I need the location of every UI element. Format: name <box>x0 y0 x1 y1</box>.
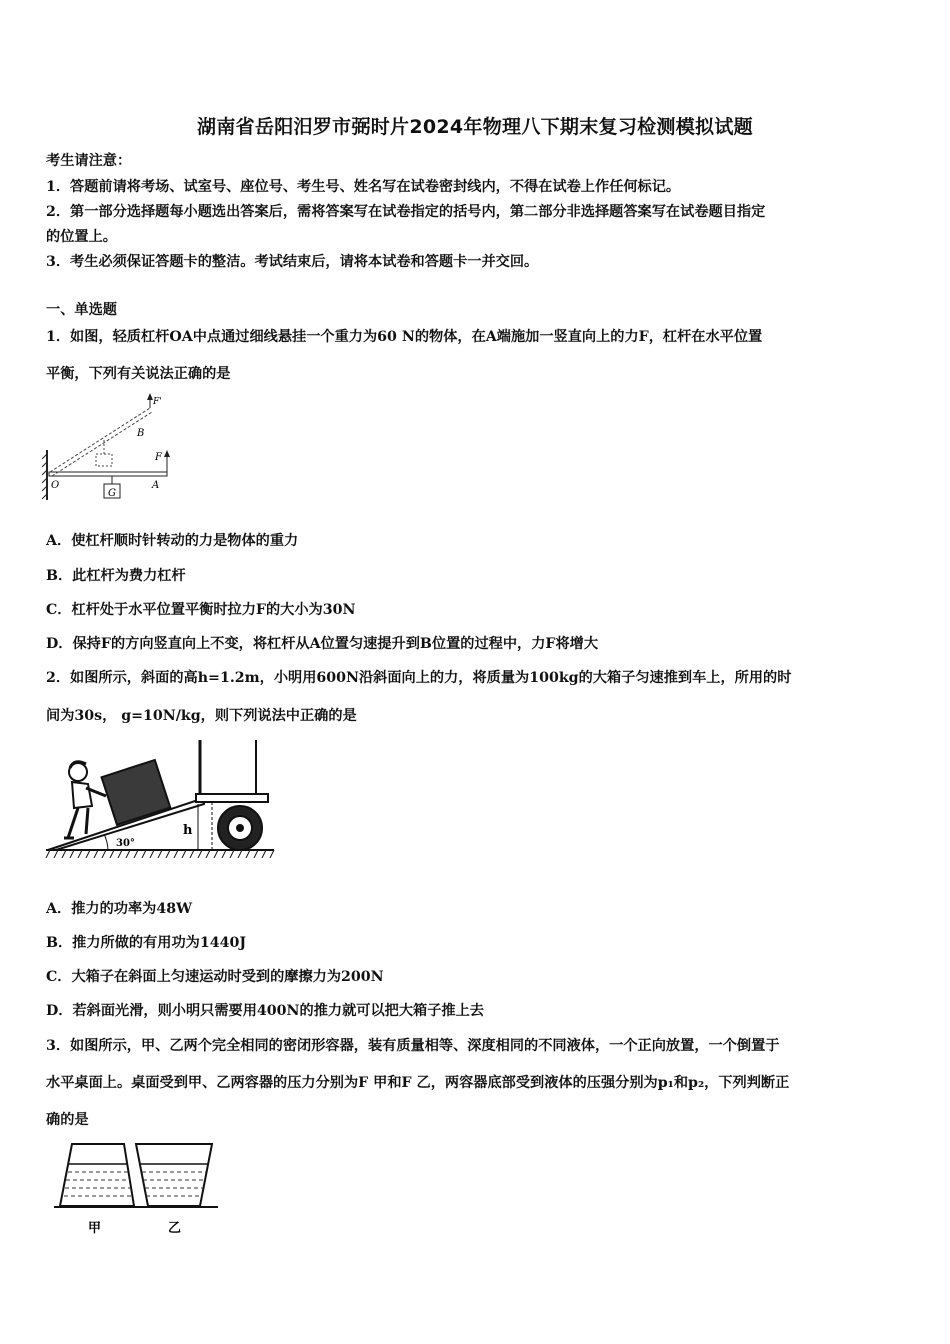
lever-figure <box>42 392 182 504</box>
question-2-stem: 2．如图所示，斜面的高h=1.2m，小明用600N沿斜面向上的力，将质量为100kg的大箱子匀速推到车上，所用的时 <box>46 670 792 686</box>
label-a: A <box>152 480 160 491</box>
label-g: G <box>108 488 116 499</box>
question-1-stem: 1．如图，轻质杠杆OA中点通过细线悬挂一个重力为60 N的物体，在A端施加一竖直向上的力F，杠杆在水平位置 <box>46 329 763 345</box>
label-o: O <box>51 480 60 491</box>
option: C．大箱子在斜面上匀速运动时受到的摩擦力为200N <box>46 969 384 985</box>
option: A．使杠杆顺时针转动的力是物体的重力 <box>46 533 299 549</box>
notice-item: 的位置上。 <box>46 229 117 245</box>
label-f: F <box>155 452 162 463</box>
notice-item: 2．第一部分选择题每小题选出答案后，需将答案写在试卷指定的括号内，第二部分非选择题答案写在试卷题目指定 <box>46 204 766 220</box>
option: B．推力所做的有用功为1440J <box>46 935 247 951</box>
notice-item: 3．考生必须保证答题卡的整洁。考试结束后，请将本试卷和答题卡一并交回。 <box>46 254 539 270</box>
label-angle: 30° <box>116 838 135 849</box>
question-3-stem: 确的是 <box>46 1112 89 1128</box>
page-title: 湖南省岳阳汨罗市弼时片2024年物理八下期末复习检测模拟试题 <box>197 116 753 138</box>
question-3-stem: 水平桌面上。桌面受到甲、乙两容器的压力分别为F 甲和F 乙，两容器底部受到液体的压强分别为p₁和p₂，下列判断正 <box>46 1075 790 1091</box>
notice-heading: 考生请注意： <box>46 153 132 169</box>
question-2-stem: 间为30s， g=10N/kg，则下列说法中正确的是 <box>46 708 357 724</box>
containers-figure <box>54 1140 220 1236</box>
label-yi: 乙 <box>168 1221 182 1236</box>
option: A．推力的功率为48W <box>46 901 192 917</box>
option: D．保持F的方向竖直向上不变，将杠杆从A位置匀速提升到B位置的过程中，力F将增大 <box>46 636 599 652</box>
notice-item: 1．答题前请将考场、试室号、座位号、考生号、姓名写在试卷密封线内，不得在试卷上作任何标记。 <box>46 179 681 195</box>
option: C．杠杆处于水平位置平衡时拉力F的大小为30N <box>46 602 356 618</box>
ramp-figure <box>44 738 276 864</box>
label-jia: 甲 <box>88 1221 102 1236</box>
option: B．此杠杆为费力杠杆 <box>46 568 186 584</box>
label-h: h <box>183 823 193 838</box>
label-f-prime: F' <box>153 397 162 407</box>
question-1-stem: 平衡，下列有关说法正确的是 <box>46 366 231 382</box>
option: D．若斜面光滑，则小明只需要用400N的推力就可以把大箱子推上去 <box>46 1003 484 1019</box>
label-b: B <box>137 428 145 439</box>
section-heading: 一、单选题 <box>46 302 117 318</box>
question-3-stem: 3．如图所示，甲、乙两个完全相同的密闭形容器，装有质量相等、深度相同的不同液体，一个正向放置，一个倒置于 <box>46 1038 780 1054</box>
